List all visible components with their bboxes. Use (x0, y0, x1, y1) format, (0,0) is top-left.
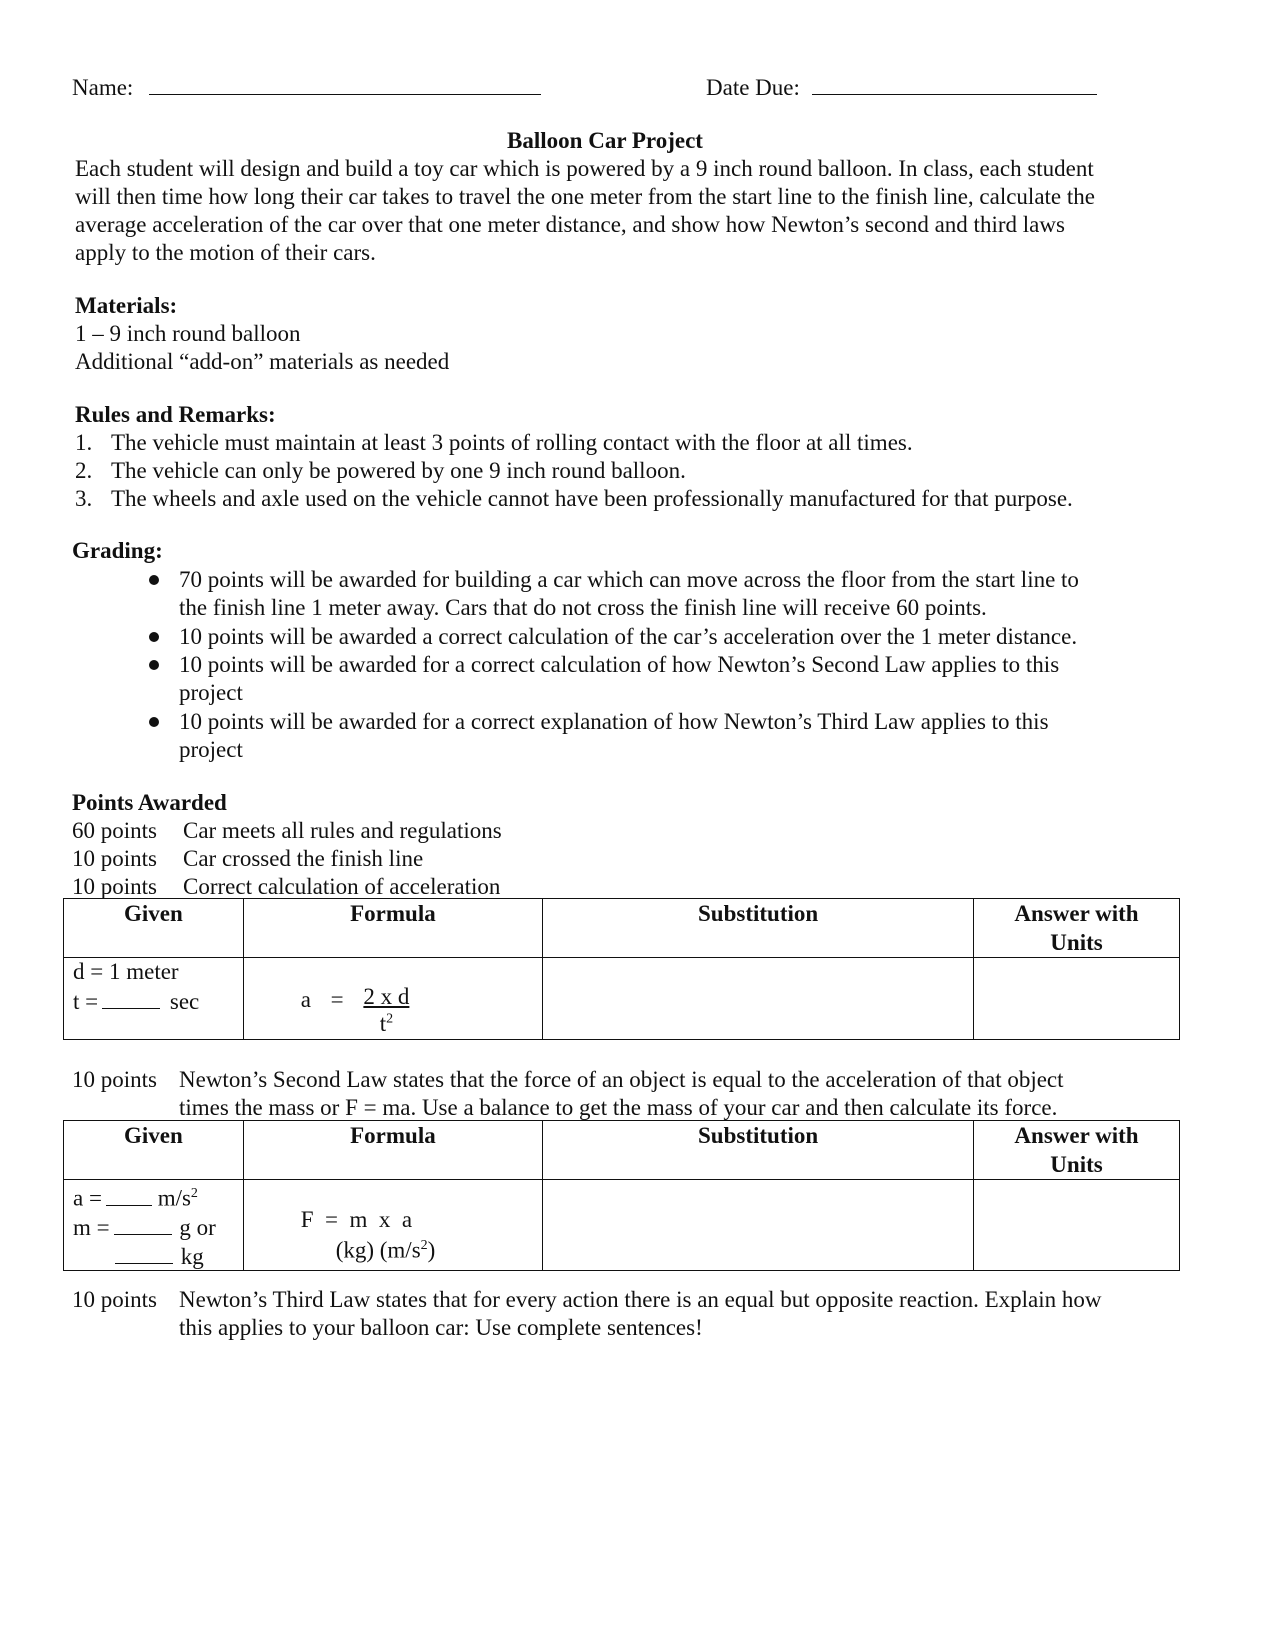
formula-fraction (363, 986, 409, 1035)
given-acceleration-label: a = (73, 1185, 102, 1211)
points-desc: Car crossed the finish line (183, 846, 424, 871)
rule-number: 2. (75, 458, 93, 483)
rules-section (75, 401, 1200, 513)
acceleration-table (63, 898, 1180, 1040)
answer-header-line: Units (1050, 930, 1103, 955)
points-row (72, 817, 502, 845)
table-row (64, 1180, 1180, 1271)
name-blank[interactable] (149, 72, 541, 95)
force-units-text: (kg) (m/s (335, 1237, 421, 1263)
points-desc: Correct calculation of acceleration (183, 874, 501, 899)
rule-text: The vehicle can only be powered by one 9 inch round balloon. (111, 458, 686, 483)
materials-item: Additional “add-on” materials as needed (75, 349, 450, 374)
grading-line: project (179, 680, 243, 705)
grading-item (179, 708, 1049, 764)
force-formula-units (301, 1233, 542, 1264)
given-distance: d = 1 meter (73, 959, 179, 984)
acceleration-unit-exponent: 2 (190, 1186, 198, 1201)
third-law-block (72, 1286, 1102, 1342)
bullet-icon (149, 717, 159, 727)
given-mass-row (73, 1212, 243, 1241)
date-due-row (706, 72, 1097, 102)
formula-cell (243, 958, 542, 1040)
third-law-line (72, 1314, 703, 1342)
date-due-blank[interactable] (812, 72, 1097, 95)
rule-item (75, 429, 1200, 457)
grading-item (179, 566, 1079, 622)
force-units-exponent: 2 (420, 1238, 428, 1253)
materials-heading: Materials: (75, 293, 178, 318)
rules-heading: Rules and Remarks: (75, 402, 276, 427)
table-header-row (64, 899, 1180, 958)
given-time-unit: sec (169, 989, 200, 1014)
points-desc: Car meets all rules and regulations (183, 818, 502, 843)
grading-item (179, 623, 1077, 651)
formula-cell (243, 1180, 542, 1271)
grading-line: 10 points will be awarded for a correct calculation of how Newton’s Second Law applies to this (179, 652, 1060, 677)
answer-header-line: Units (1050, 1152, 1103, 1177)
third-law-text: Newton’s Third Law states that for every action there is an equal but opposite reaction. Explain how (179, 1287, 1102, 1312)
given-mass-kg-unit: kg (180, 1243, 204, 1269)
answer-cell[interactable] (974, 1180, 1180, 1271)
formula-numerator: 2 x d (363, 984, 410, 1009)
given-acceleration-row (73, 1180, 243, 1212)
answer-header (974, 899, 1180, 958)
bullet-icon (149, 660, 159, 670)
given-time-label: t = (73, 989, 99, 1014)
bullet-icon (149, 632, 159, 642)
grading-line: project (179, 737, 243, 762)
mass-grams-blank[interactable] (114, 1212, 172, 1235)
points-section (72, 789, 502, 901)
time-blank[interactable] (102, 986, 160, 1009)
points-row (72, 845, 424, 873)
given-time-row (73, 986, 243, 1016)
intro-line: apply to the motion of their cars. (75, 240, 376, 265)
name-label: Name: (72, 75, 134, 100)
given-header: Given (64, 899, 244, 958)
page-title: Balloon Car Project (507, 128, 703, 153)
second-law-line (72, 1066, 1064, 1094)
third-law-line (72, 1286, 1102, 1314)
second-law-text: Newton’s Second Law states that the force of an object is equal to the acceleration of that object (179, 1067, 1064, 1092)
table-row (64, 958, 1180, 1040)
third-law-points: 10 points (72, 1287, 157, 1312)
second-law-block (72, 1066, 1064, 1122)
rule-number: 3. (75, 486, 93, 511)
given-mass-label: m = (73, 1214, 110, 1240)
materials-section (75, 292, 1200, 376)
grading-item (179, 651, 1059, 707)
given-header: Given (64, 1121, 244, 1180)
formula-lhs: a (300, 987, 311, 1012)
given-acceleration-unit: m/s (157, 1185, 191, 1211)
points-value: 10 points (72, 874, 157, 899)
points-row (72, 873, 501, 901)
points-heading: Points Awarded (72, 790, 227, 815)
force-formula: F = m x a (300, 1207, 413, 1232)
grading-line: 10 points will be awarded a correct calculation of the car’s acceleration over the 1 meter distance. (179, 624, 1078, 649)
points-value: 10 points (72, 846, 157, 871)
rule-number: 1. (75, 430, 93, 455)
rule-text: The wheels and axle used on the vehicle cannot have been professionally manufactured for that purpose. (111, 486, 1073, 511)
formula-equals: = (330, 987, 344, 1012)
force-table (63, 1120, 1180, 1271)
acceleration-blank[interactable] (106, 1183, 152, 1206)
answer-cell[interactable] (974, 958, 1180, 1040)
answer-header-line: Answer with (1014, 901, 1139, 926)
grading-line: 10 points will be awarded for a correct explanation of how Newton’s Third Law applies to this (179, 709, 1049, 734)
intro-paragraph (75, 155, 1200, 267)
rule-text: The vehicle must maintain at least 3 points of rolling contact with the floor at all times. (111, 430, 913, 455)
force-units-close: ) (427, 1237, 436, 1263)
second-law-points: 10 points (72, 1067, 157, 1092)
rule-item (75, 485, 1200, 513)
substitution-header: Substitution (543, 1121, 974, 1180)
grading-heading: Grading: (72, 538, 163, 563)
substitution-cell[interactable] (543, 1180, 974, 1271)
answer-header (974, 1121, 1180, 1180)
intro-line: average acceleration of the car over that one meter distance, and show how Newton’s second and third laws (75, 212, 1065, 237)
formula-header: Formula (243, 899, 542, 958)
answer-header-line: Answer with (1014, 1123, 1139, 1148)
bullet-icon (149, 575, 159, 585)
given-cell (64, 1180, 244, 1271)
second-law-line (72, 1094, 1058, 1122)
rule-item (75, 457, 1200, 485)
given-mass-kg-row (73, 1241, 243, 1270)
materials-item: 1 – 9 inch round balloon (75, 321, 301, 346)
grading-line: 70 points will be awarded for building a car which can move across the floor from the start line to (179, 567, 1079, 592)
points-value: 60 points (72, 818, 157, 843)
given-cell (64, 958, 244, 1040)
formula-denominator-base: t (379, 1010, 387, 1036)
formula-denominator (380, 1011, 393, 1036)
formula-denominator-exponent: 2 (386, 1011, 394, 1026)
given-mass-unit: g or (179, 1214, 216, 1240)
date-due-label: Date Due: (706, 75, 800, 100)
intro-line: will then time how long their car takes to travel the one meter from the start line to the finish line, calculate the (75, 184, 1095, 209)
table-header-row (64, 1121, 1180, 1180)
grading-line: the finish line 1 meter away. Cars that do not cross the finish line will receive 60 points. (179, 595, 987, 620)
name-field-row (72, 72, 541, 102)
second-law-text: times the mass or F = ma. Use a balance to get the mass of your car and then calculate its force. (179, 1095, 1058, 1120)
third-law-text: this applies to your balloon car: Use complete sentences! (179, 1315, 703, 1340)
intro-line: Each student will design and build a toy car which is powered by a 9 inch round balloon. In class, each student (75, 156, 1094, 181)
formula-header: Formula (243, 1121, 542, 1180)
mass-kg-blank[interactable] (115, 1241, 173, 1264)
substitution-cell[interactable] (543, 958, 974, 1040)
substitution-header: Substitution (543, 899, 974, 958)
